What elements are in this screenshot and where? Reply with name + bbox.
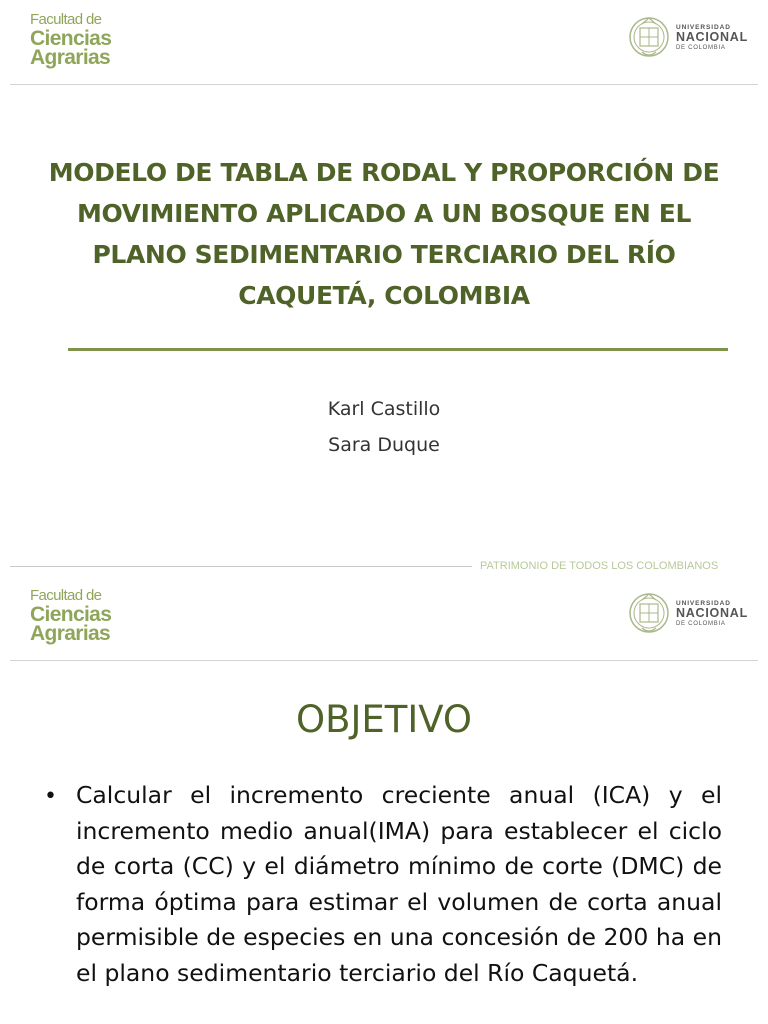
title-underline bbox=[68, 348, 728, 351]
slide-heading: OBJETIVO bbox=[295, 698, 473, 741]
footer-divider bbox=[10, 566, 472, 567]
objective-bullet-text: Calcular el incremento creciente anual (ICA) y el incremento medio anual(IMA) para establecer el ciclo de corta (CC) y el diámetro mínimo de corte (DMC) de forma óptima para estimar el volumen de corta anual permisible de especies en una concesión de 200 ha en el plano sedimentario terciario del Río Caquetá. bbox=[76, 781, 722, 987]
university-logo-line2: NACIONAL bbox=[676, 606, 748, 621]
university-logo-text bbox=[676, 600, 748, 627]
university-logo-line1: UNIVERSIDAD bbox=[676, 600, 731, 607]
university-logo-text bbox=[676, 24, 748, 51]
faculty-logo-line3: Agrarias bbox=[30, 622, 111, 645]
university-logo bbox=[628, 586, 758, 642]
faculty-logo-line3: Agrarias bbox=[30, 46, 111, 69]
faculty-logo bbox=[30, 588, 130, 644]
university-logo-line2: NACIONAL bbox=[676, 30, 748, 45]
faculty-logo-line1: Facultad de bbox=[30, 587, 102, 604]
header-divider bbox=[10, 660, 758, 661]
bullet-marker: • bbox=[44, 784, 57, 809]
faculty-logo-line1: Facultad de bbox=[30, 11, 102, 28]
university-logo-line3: DE COLOMBIA bbox=[676, 44, 726, 51]
university-seal-icon bbox=[628, 586, 670, 640]
faculty-logo bbox=[30, 12, 130, 68]
header-divider bbox=[10, 84, 758, 85]
author-name: Karl Castillo bbox=[327, 398, 441, 420]
footer-slogan: PATRIMONIO DE TODOS LOS COLOMBIANOS bbox=[480, 560, 719, 572]
faculty-logo-line2: Ciencias bbox=[30, 27, 112, 50]
university-logo-line3: DE COLOMBIA bbox=[676, 620, 726, 627]
university-logo-line1: UNIVERSIDAD bbox=[676, 24, 731, 31]
university-seal-icon bbox=[628, 10, 670, 64]
author-name: Sara Duque bbox=[328, 434, 440, 456]
presentation-title: MODELO DE TABLA DE RODAL Y PROPORCIÓN DE MOVIMIENTO APLICADO A UN BOSQUE EN EL PLANO SEDIMENTARIO TERCIARIO DEL RÍO CAQUETÁ, COLOMBIA bbox=[48, 158, 720, 310]
objective-slide bbox=[0, 576, 768, 1024]
university-logo bbox=[628, 10, 758, 66]
faculty-logo-line2: Ciencias bbox=[30, 603, 112, 626]
